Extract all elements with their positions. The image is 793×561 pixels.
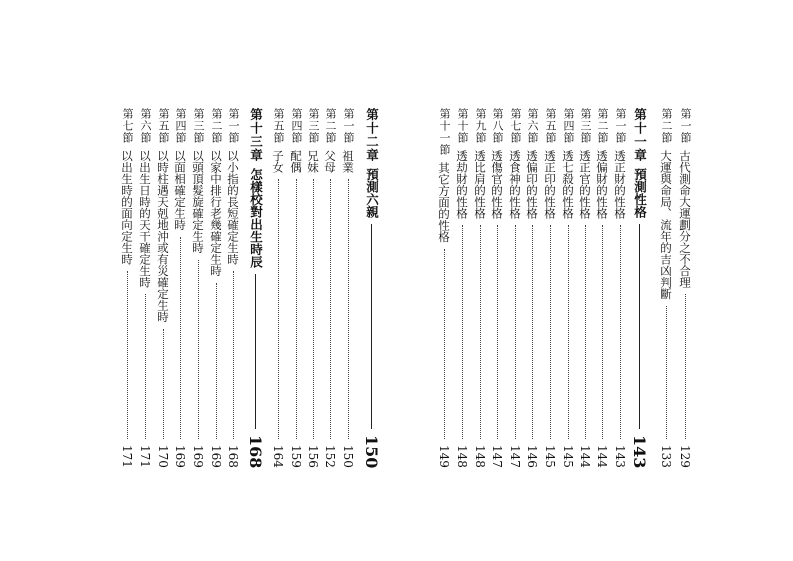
section-number: 第二節	[596, 108, 609, 144]
toc-entry	[155, 108, 171, 468]
toc-entry	[560, 108, 576, 468]
section-number: 第一節	[679, 108, 692, 144]
leader-dots	[255, 274, 256, 429]
page-number: 156	[306, 445, 320, 468]
section-number: 第十一章	[632, 108, 648, 162]
section-number: 第四節	[174, 108, 187, 144]
section-title: 配偶	[289, 150, 303, 173]
section-title: 以出生時的面向定生時	[120, 150, 134, 265]
section-number: 第十三章	[248, 108, 264, 162]
leader-dots	[296, 179, 297, 439]
toc-entry	[225, 108, 241, 468]
toc-entry	[577, 108, 593, 468]
leader-dots	[371, 224, 372, 429]
toc-entry	[340, 108, 356, 468]
section-title: 父母	[323, 150, 337, 173]
section-number: 第十一節	[438, 108, 451, 156]
toc-entry	[137, 108, 153, 468]
section-number: 第六節	[139, 108, 152, 144]
leader-dots	[233, 271, 234, 439]
page-number: 150	[362, 434, 381, 468]
section-number: 第二節	[324, 108, 337, 144]
section-title: 怎樣校對出生時辰	[248, 168, 264, 268]
section-number: 第三節	[192, 108, 205, 144]
toc-entry	[472, 108, 488, 468]
section-title: 透比肩的性格	[473, 150, 487, 219]
toc-entry	[658, 108, 674, 468]
toc-entry	[119, 108, 135, 468]
toc-entry	[190, 108, 206, 468]
page-number: 147	[508, 445, 522, 468]
page-number: 148	[455, 445, 469, 468]
leader-dots	[348, 179, 349, 439]
page-number: 169	[173, 445, 187, 468]
section-number: 第四節	[290, 108, 303, 144]
page-number: 147	[490, 445, 504, 468]
leader-dots	[550, 225, 551, 439]
section-title: 祖業	[341, 150, 355, 173]
leader-dots	[585, 225, 586, 439]
toc-entry	[677, 108, 693, 468]
page-number: 129	[678, 445, 692, 468]
section-title: 以時柱遇天剋地沖或有災確定生時	[156, 150, 170, 323]
section-title: 透正財的性格	[613, 150, 627, 219]
page-number: 150	[341, 445, 355, 468]
section-number: 第一節	[614, 108, 627, 144]
toc-entry	[524, 108, 540, 468]
leader-dots	[278, 179, 279, 439]
leader-dots	[602, 225, 603, 439]
toc-entry	[594, 108, 610, 468]
page-number: 144	[578, 445, 592, 468]
section-title: 大運與命局、流年的吉凶判斷	[659, 150, 673, 300]
section-number: 第七節	[509, 108, 522, 144]
page-number: 169	[209, 445, 223, 468]
section-title: 透偏財的性格	[595, 150, 609, 219]
toc-entry	[542, 108, 558, 468]
page-number: 145	[561, 445, 575, 468]
toc-entry	[270, 108, 286, 468]
toc-entry	[454, 108, 470, 468]
leader-dots	[497, 225, 498, 439]
page-number: 152	[323, 445, 337, 468]
section-number: 第七節	[121, 108, 134, 144]
page-number: 143	[613, 445, 627, 468]
page-number: 144	[595, 445, 609, 468]
section-title: 預測性格	[632, 168, 648, 218]
section-number: 第八節	[491, 108, 504, 144]
leader-dots	[444, 249, 445, 440]
leader-dots	[462, 225, 463, 439]
page-number: 148	[473, 445, 487, 468]
leader-dots	[127, 271, 128, 439]
page-number: 159	[289, 445, 303, 468]
section-number: 第九節	[474, 108, 487, 144]
page-number: 146	[525, 445, 539, 468]
section-title: 以出生日時的天干確定生時	[138, 150, 152, 288]
section-number: 第二節	[660, 108, 673, 144]
leader-dots	[515, 225, 516, 439]
section-title: 古代測命大運劃分之不合理	[678, 150, 692, 288]
toc-entry	[489, 108, 505, 468]
leader-dots	[685, 294, 686, 439]
toc-entry	[288, 108, 304, 468]
section-number: 第十節	[456, 108, 469, 144]
section-title: 以頭頂髮旋確定生時	[191, 150, 205, 254]
section-number: 第五節	[544, 108, 557, 144]
section-number: 第五節	[272, 108, 285, 144]
leader-dots	[163, 329, 164, 440]
section-number: 第五節	[157, 108, 170, 144]
leader-dots	[666, 306, 667, 440]
leader-dots	[568, 225, 569, 439]
section-title: 子女	[271, 150, 285, 173]
section-title: 透傷官的性格	[490, 150, 504, 219]
page-number: 169	[191, 445, 205, 468]
leader-dots	[620, 225, 621, 439]
leader-dots	[330, 179, 331, 439]
section-number: 第二節	[210, 108, 223, 144]
page-number: 171	[120, 445, 134, 468]
page-number: 170	[156, 445, 170, 468]
section-title: 透食神的性格	[508, 150, 522, 219]
section-title: 透偏印的性格	[525, 150, 539, 219]
page-number: 168	[246, 434, 265, 468]
toc-chapter-heading	[630, 108, 649, 468]
leader-dots	[480, 225, 481, 439]
section-title: 以家中排行老幾確定生時	[209, 150, 223, 277]
section-number: 第三節	[579, 108, 592, 144]
toc-chapter-heading	[246, 108, 265, 468]
toc-entry	[612, 108, 628, 468]
section-title: 其它方面的性格	[437, 162, 451, 243]
leader-dots	[198, 260, 199, 440]
section-number: 第三節	[307, 108, 320, 144]
page-number: 164	[271, 445, 285, 468]
leader-dots	[313, 179, 314, 439]
page-number: 168	[226, 445, 240, 468]
toc-entry	[436, 108, 452, 468]
section-number: 第一節	[227, 108, 240, 144]
toc-entry	[305, 108, 321, 468]
leader-dots	[216, 283, 217, 440]
page-number: 149	[437, 445, 451, 468]
toc-entry	[322, 108, 338, 468]
leader-dots	[532, 225, 533, 439]
section-number: 第十二章	[364, 108, 380, 162]
section-number: 第一節	[342, 108, 355, 144]
leader-dots	[639, 224, 640, 429]
section-title: 透劫財的性格	[455, 150, 469, 219]
section-title: 透正印的性格	[543, 150, 557, 219]
section-title: 透正官的性格	[578, 150, 592, 219]
page-number: 133	[659, 445, 673, 468]
toc-entry	[507, 108, 523, 468]
section-title: 以面相確定生時	[173, 150, 187, 231]
section-number: 第四節	[562, 108, 575, 144]
page-number: 145	[543, 445, 557, 468]
section-title: 以小指的長短確定生時	[226, 150, 240, 265]
toc-entry	[208, 108, 224, 468]
toc-chapter-heading	[362, 108, 381, 468]
section-title: 透七殺的性格	[561, 150, 575, 219]
section-number: 第六節	[526, 108, 539, 144]
leader-dots	[180, 237, 181, 440]
toc-entry	[172, 108, 188, 468]
section-title: 預測六親	[364, 168, 380, 218]
leader-dots	[145, 294, 146, 439]
section-title: 兄妹	[306, 150, 320, 173]
page-number: 171	[138, 445, 152, 468]
page-number: 143	[630, 434, 649, 468]
